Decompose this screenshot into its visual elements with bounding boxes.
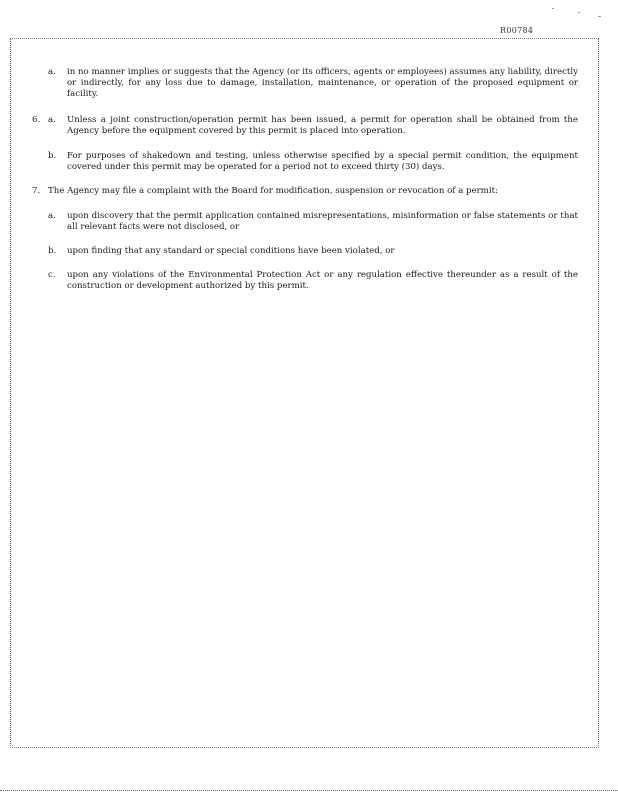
item-6a-marker: a. — [48, 115, 56, 125]
item-7a-marker: a. — [48, 211, 56, 221]
item-6b-marker: b. — [48, 151, 57, 161]
item-6a-text: Unless a joint construction/operation permit has been issued, a permit for operation shall be obtained from the Agency before the equipment covered by this permit is placed into operation. — [67, 115, 578, 136]
scan-artifact — [598, 16, 601, 17]
item-7b-text: upon finding that any standard or special conditions have been violated, or — [67, 246, 395, 256]
item-7-text: The Agency may file a complaint with the Board for modification, suspension or revocation of a permit: — [48, 186, 498, 196]
item-5a-text: in no manner implies or suggests that the Agency (or its officers, agents or employees) assumes any liability, directly or indirectly, for any loss due to damage, installation, maintenance, or operation of the proposed equipment or facility. — [67, 67, 578, 99]
scan-artifact — [552, 8, 554, 9]
page-id: R00784 — [500, 26, 534, 35]
item-7c-marker: c. — [48, 270, 56, 280]
item-5a-marker: a. — [48, 67, 56, 77]
item-7a-text: upon discovery that the permit application contained misrepresentations, misinformation or false statements or that all relevant facts were not disclosed, or — [67, 211, 578, 232]
item-7b-marker: b. — [48, 246, 57, 256]
item-7c-text: upon any violations of the Environmental Protection Act or any regulation effective thereunder as a result of the construction or development authorized by this permit. — [67, 270, 578, 291]
page-border — [10, 38, 599, 748]
item-7-number: 7. — [32, 186, 41, 196]
item-6b-text: For purposes of shakedown and testing, unless otherwise specified by a special permit condition, the equipment covered under this permit may be operated for a period not to exceed thirty (30) days. — [67, 151, 578, 172]
scan-artifact — [578, 12, 580, 13]
bottom-rule — [0, 790, 618, 791]
item-6-number: 6. — [32, 115, 41, 125]
